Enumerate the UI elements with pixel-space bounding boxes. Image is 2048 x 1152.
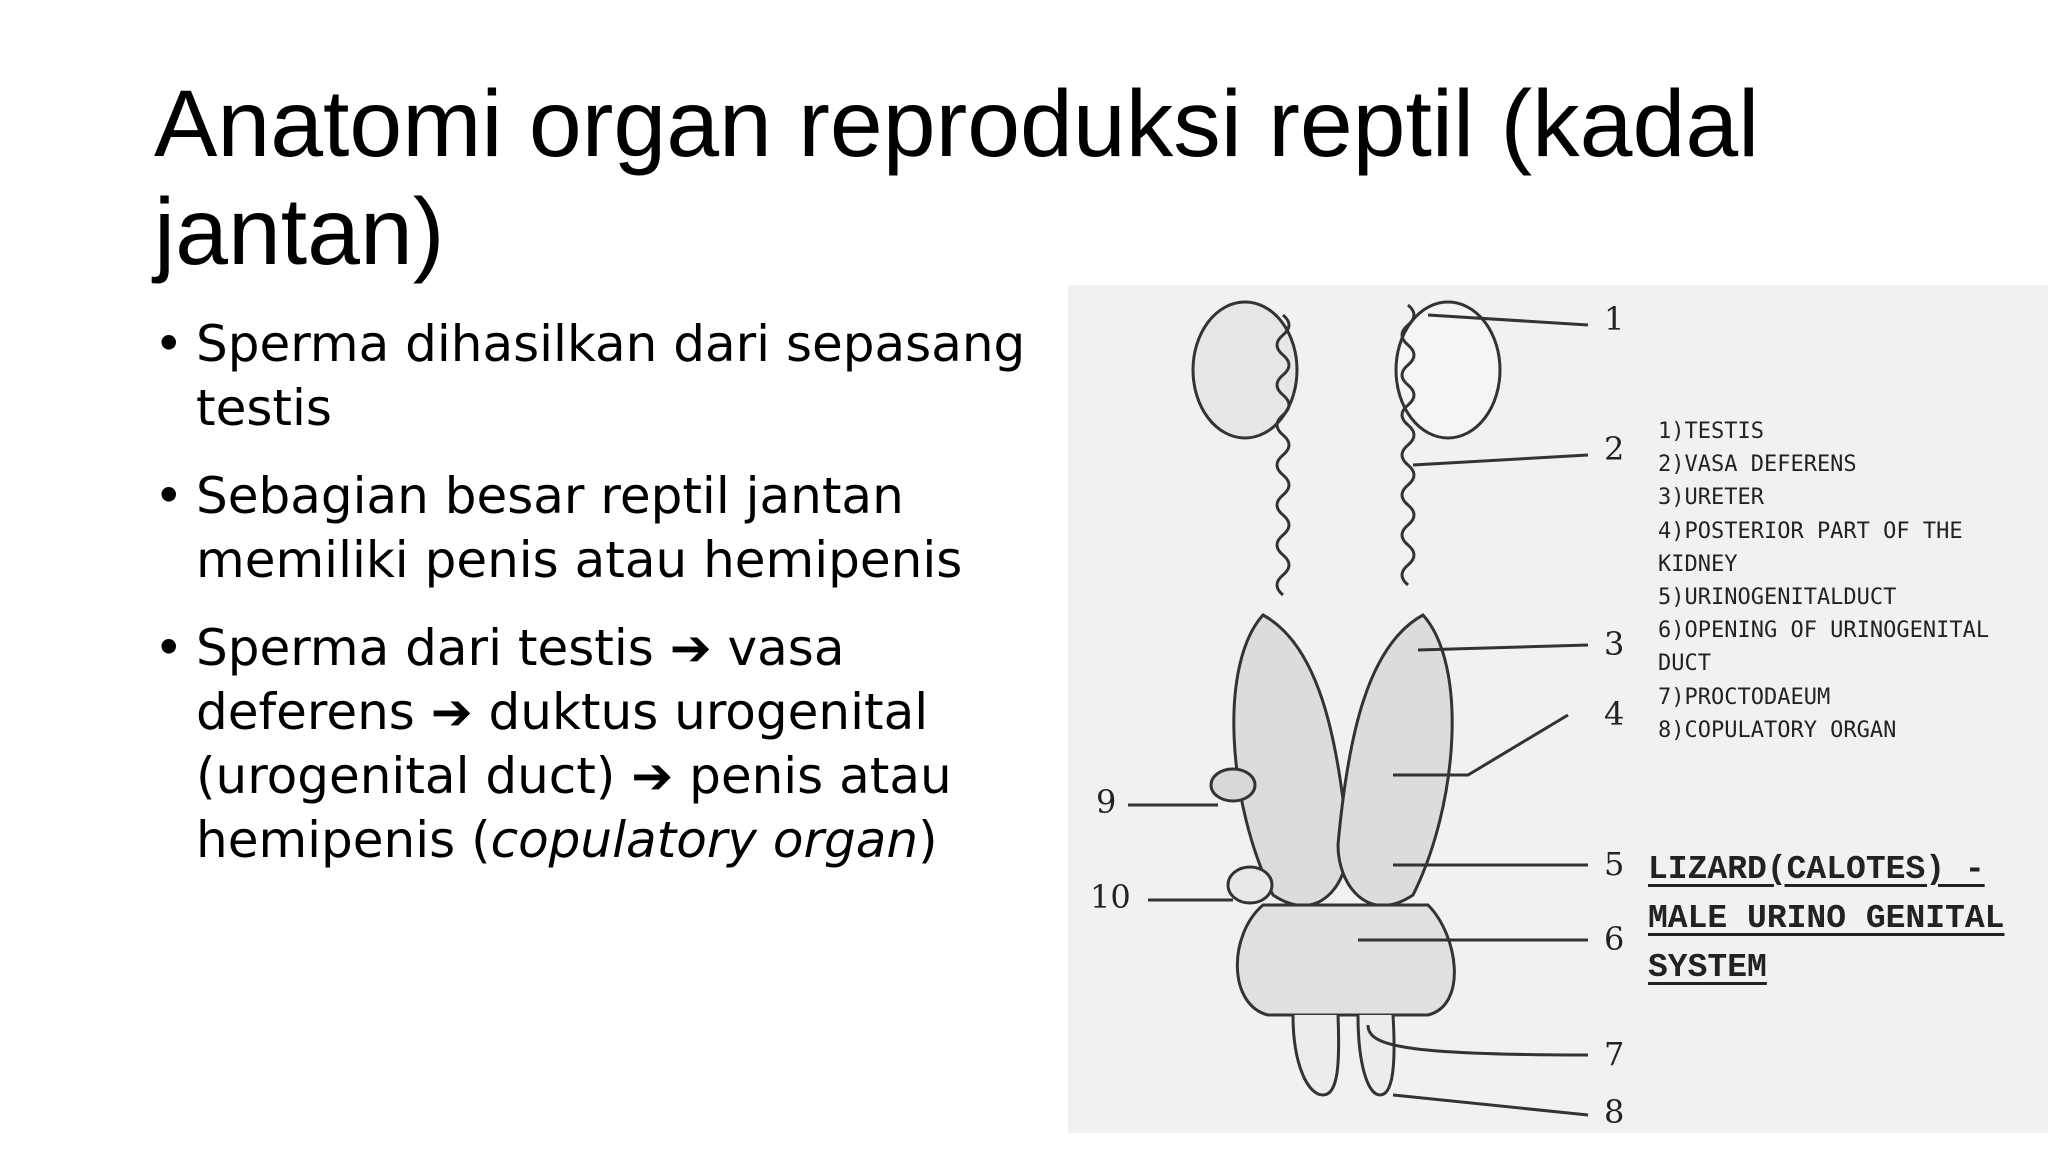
bullet-text: Sperma dari testis <box>196 619 670 677</box>
right-kidney <box>1338 615 1452 905</box>
caption-line: MALE URINO GENITAL <box>1648 900 2005 937</box>
bullet-item <box>154 616 1034 872</box>
caption-line: LIZARD(CALOTES) - <box>1648 851 1985 888</box>
figure-number: 4 <box>1604 695 1625 733</box>
figure-number: 5 <box>1604 845 1625 883</box>
proctodaeum <box>1237 905 1454 1015</box>
figure-legend <box>1658 415 2038 747</box>
figure-number: 3 <box>1604 625 1625 663</box>
bullet-text: ) <box>918 811 938 869</box>
figure-number: 9 <box>1096 783 1117 821</box>
legend-item: 5)URINOGENITALDUCT <box>1658 585 1897 611</box>
bullet-text: vasa deferens <box>196 619 845 741</box>
bullet-list <box>154 312 1034 896</box>
bullet-item <box>154 312 1034 440</box>
anatomy-figure <box>1068 285 2048 1133</box>
arrow-icon: ➔ <box>669 619 712 677</box>
legend-item: 7)PROCTODAEUM <box>1658 684 1831 710</box>
legend-item: 4)POSTERIOR PART OF THE KIDNEY <box>1658 518 1963 577</box>
right-hemipenis <box>1358 1015 1394 1095</box>
figure-number: 1 <box>1604 300 1625 338</box>
bullet-text: penis atau hemipenis ( <box>196 747 952 869</box>
bullet-text: duktus urogenital (urogenital duct) <box>196 683 929 805</box>
legend-item: 1)TESTIS <box>1658 419 1764 444</box>
left-kidney <box>1234 615 1348 905</box>
bullet-text: Sebagian besar reptil jantan memiliki penis atau hemipenis <box>196 467 963 589</box>
left-hemipenis <box>1293 1015 1339 1095</box>
arrow-icon: ➔ <box>430 683 473 741</box>
figure-caption <box>1648 845 2004 992</box>
legend-item: 3)URETER <box>1658 485 1764 511</box>
figure-number: 8 <box>1604 1093 1625 1131</box>
legend-item: 2)VASA DEFERENS <box>1658 452 1857 478</box>
bullet-text: Sperma dihasilkan dari sepasang testis <box>196 315 1026 437</box>
legend-item: 6)OPENING OF URINOGENITAL DUCT <box>1658 618 1990 677</box>
bullet-item <box>154 464 1034 592</box>
arrow-icon: ➔ <box>631 747 674 805</box>
slide-title: Anatomi organ reproduksi reptil (kadal jantan) <box>154 71 1760 285</box>
figure-number: 6 <box>1604 920 1625 958</box>
figure-number: 10 <box>1090 878 1131 916</box>
caption-line: SYSTEM <box>1648 949 1767 986</box>
bullet-italic: copulatory organ <box>490 811 919 869</box>
figure-number: 7 <box>1604 1035 1625 1073</box>
figure-number: 2 <box>1604 430 1625 468</box>
legend-item: 8)COPULATORY ORGAN <box>1658 717 1897 743</box>
